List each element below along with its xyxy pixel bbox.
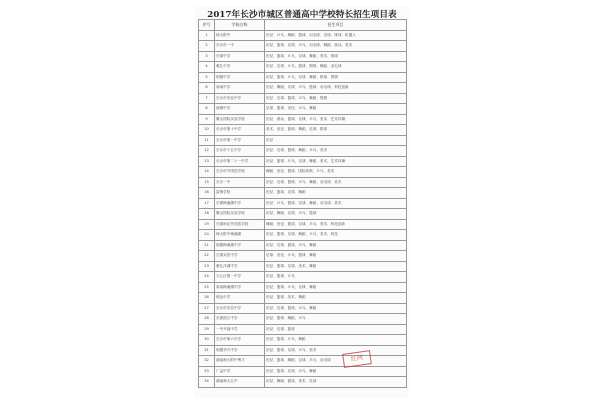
table-row [199, 324, 407, 335]
row-index: 23 [199, 261, 215, 272]
row-school-name: 麓山国际实验学校 [215, 209, 265, 220]
row-school-name: 明德华兴中学 [215, 345, 265, 356]
row-school-name: 明德中学 [215, 72, 265, 83]
table-row [199, 209, 407, 220]
row-projects: 足球、篮球、田径、乒乓、舞蹈 [265, 104, 407, 115]
row-school-name: 长沙市实验中学 [215, 303, 265, 314]
row-projects: 田径、篮球、舞蹈、乒乓 [265, 314, 407, 325]
row-index: 3 [199, 51, 215, 62]
row-index: 9 [199, 114, 215, 125]
table-row [199, 230, 407, 241]
row-projects: 田径、篮球、乒乓、足球、舞蹈、美术、排球 [265, 51, 407, 62]
table-row [199, 30, 407, 41]
row-school-name: 长沙市外国语学校 [215, 167, 265, 178]
row-projects: 舞蹈、田径、篮球、足球、乒乓、美术、科技创新 [265, 219, 407, 230]
column-header-index: 序号 [199, 20, 215, 31]
row-index: 14 [199, 167, 215, 178]
table-row [199, 261, 407, 272]
row-index: 8 [199, 104, 215, 115]
row-school-name: 师大附中 [215, 30, 265, 41]
row-school-name: 长郡滨江中学 [215, 314, 265, 325]
table-row [199, 146, 407, 157]
row-index: 30 [199, 335, 215, 346]
row-projects: 田径、篮球、足球、乒乓、美术 [265, 345, 407, 356]
table-row [199, 93, 407, 104]
table-row [199, 125, 407, 136]
table-row [199, 114, 407, 125]
row-projects: 田径、篮球、乒乓、足球、舞蹈、美术、艺术体操 [265, 156, 407, 167]
row-index: 20 [199, 230, 215, 241]
row-school-name: 长沙市第六中学 [215, 335, 265, 346]
row-index: 22 [199, 251, 215, 262]
row-school-name: 周南中学 [215, 83, 265, 94]
row-school-name: 广益中学 [215, 366, 265, 377]
row-projects: 田径、舞蹈、足球、乒乓、篮球、羽毛球、科技创新 [265, 83, 407, 94]
row-index: 33 [199, 366, 215, 377]
row-index: 5 [199, 72, 215, 83]
row-index: 32 [199, 356, 215, 367]
row-projects: 田径、篮球、足球、美术、舞蹈 [265, 261, 407, 272]
row-index: 34 [199, 377, 215, 388]
row-school-name: 长沙一中 [215, 177, 265, 188]
row-school-name: 长郡雨花外国语学校 [215, 219, 265, 230]
row-school-name: 雅礼洋湖中学 [215, 261, 265, 272]
table-row [199, 188, 407, 199]
table-row [199, 72, 407, 83]
table-row [199, 366, 407, 377]
table-row [199, 198, 407, 209]
row-index: 18 [199, 209, 215, 220]
row-projects: 舞蹈、田径、篮球、国际象棋、乒乓、美术 [265, 167, 407, 178]
row-school-name: 明达中学 [215, 293, 265, 304]
row-projects: 田径、篮球、乒乓、足球、舞蹈 [265, 282, 407, 293]
row-projects: 田径、篮球、足球、乒乓、舞蹈 [265, 366, 407, 377]
column-header-school: 学校名称 [215, 20, 265, 31]
row-school-name: 长沙市实验中学 [215, 93, 265, 104]
row-school-name: 长沙市第二十一中学 [215, 156, 265, 167]
row-index: 13 [199, 156, 215, 167]
table-header-row [199, 20, 407, 31]
row-projects: 田径、篮球、足球、舞蹈、乒乓、美术、科技 [265, 230, 407, 241]
table-row [199, 272, 407, 283]
table-body [199, 30, 407, 387]
row-projects: 田径、篮球、乒乓、舞蹈 [265, 335, 407, 346]
row-school-name: 雅礼中学 [215, 62, 265, 73]
row-projects: 田径、乒乓、舞蹈、篮球、羽毛球、足球、排球、机器人 [265, 30, 407, 41]
row-projects: 田径、篮球、美术、舞蹈 [265, 293, 407, 304]
row-school-name: 长沙市十五中学 [215, 146, 265, 157]
table-row [199, 41, 407, 52]
row-index: 19 [199, 219, 215, 230]
row-index: 26 [199, 293, 215, 304]
row-projects: 田径、篮球、足球、乒乓、羽毛球、舞蹈、游泳、美术 [265, 41, 407, 52]
table-row [199, 83, 407, 94]
row-school-name: 师大附中梅溪湖 [215, 230, 265, 241]
row-index: 10 [199, 125, 215, 136]
row-projects: 田径、舞蹈、篮球、美术、足球 [265, 377, 407, 388]
row-index: 4 [199, 62, 215, 73]
row-school-name: 南雅中学 [215, 104, 265, 115]
table-row [199, 219, 407, 230]
row-projects: 田径 [265, 135, 407, 146]
row-projects: 田径、游泳、篮球、足球、乒乓、美术、艺术体操 [265, 114, 407, 125]
row-school-name: 长郡双语中学 [215, 251, 265, 262]
row-projects: 田径、篮球、舞蹈、足球、乒乓、羽毛球 [265, 356, 407, 367]
row-index: 2 [199, 41, 215, 52]
table-row [199, 156, 407, 167]
row-projects: 田径、足球、篮球、乒乓、舞蹈、羽毛球、美术 [265, 177, 407, 188]
enrollment-table [198, 19, 407, 388]
row-index: 16 [199, 188, 215, 199]
row-school-name: 长沙市第一中学 [215, 135, 265, 146]
column-header-projects: 招生项目 [265, 20, 407, 31]
table-row [199, 177, 407, 188]
row-index: 21 [199, 240, 215, 251]
row-index: 24 [199, 272, 215, 283]
row-school-name: 长郡中学 [215, 51, 265, 62]
row-index: 27 [199, 303, 215, 314]
row-index: 6 [199, 83, 215, 94]
row-projects: 美术、田径、篮球、舞蹈、足球、排球 [265, 125, 407, 136]
row-index: 25 [199, 282, 215, 293]
row-school-name: 雷锋学校 [215, 188, 265, 199]
row-school-name: 天心区第一中学 [215, 272, 265, 283]
row-projects: 田径、篮球、乒乓、足球、舞蹈、排球、围棋 [265, 72, 407, 83]
row-projects: 田径、足球、篮球、乒乓、舞蹈 [265, 303, 407, 314]
row-school-name: 麓山国际实验学校 [215, 114, 265, 125]
table-row [199, 104, 407, 115]
row-school-name: 明德梅溪湖中学 [215, 240, 265, 251]
table-row [199, 135, 407, 146]
document-page [195, 6, 409, 398]
row-projects: 田径、足球、篮球、舞蹈、乒乓、美术 [265, 146, 407, 157]
row-index: 15 [199, 177, 215, 188]
table-row [199, 293, 407, 304]
row-school-name: 一中开福中学 [215, 324, 265, 335]
table-row [199, 345, 407, 356]
table-row [199, 314, 407, 325]
row-school-name: 长郡梅溪湖中学 [215, 198, 265, 209]
table-row [199, 335, 407, 346]
row-school-name: 湖南师大五中 [215, 377, 265, 388]
table-row [199, 62, 407, 73]
table-row [199, 240, 407, 251]
row-school-name: 湖南师大附中博才 [215, 356, 265, 367]
table-row [199, 303, 407, 314]
table-row [199, 51, 407, 62]
row-school-name: 长沙市第十中学 [215, 125, 265, 136]
row-index: 28 [199, 314, 215, 325]
document-title: 2017年长沙市城区普通高中学校特长招生项目表 [207, 10, 397, 20]
table-row [199, 282, 407, 293]
row-projects: 田径、足球、篮球、乒乓、舞蹈 [265, 240, 407, 251]
row-projects: 田径、舞蹈、足球、乒乓、篮球 [265, 209, 407, 220]
row-projects: 田径、篮球、乒乓 [265, 272, 407, 283]
row-index: 1 [199, 30, 215, 41]
row-school-name: 长沙市一中 [215, 41, 265, 52]
row-index: 31 [199, 345, 215, 356]
row-projects: 田径、足球、篮球、乒乓、舞蹈、围棋 [265, 93, 407, 104]
row-projects: 田径、足球、篮球 [265, 324, 407, 335]
row-index: 17 [199, 198, 215, 209]
watermark-stamp: 红网 [342, 350, 372, 368]
row-school-name: 周南梅溪湖中学 [215, 282, 265, 293]
table-row [199, 377, 407, 388]
table-row [199, 356, 407, 367]
row-projects: 足球、田径、乒乓、篮球、舞蹈 [265, 251, 407, 262]
row-index: 12 [199, 146, 215, 157]
row-index: 11 [199, 135, 215, 146]
table-row [199, 167, 407, 178]
row-index: 29 [199, 324, 215, 335]
row-projects: 田径、乒乓、篮球、足球、舞蹈、羽毛球、美术 [265, 198, 407, 209]
row-projects: 田径、篮球、足球、舞蹈 [265, 188, 407, 199]
row-index: 7 [199, 93, 215, 104]
table-row [199, 251, 407, 262]
row-projects: 田径、足球、乒乓、篮球、网球、舞蹈、羽毛球 [265, 62, 407, 73]
